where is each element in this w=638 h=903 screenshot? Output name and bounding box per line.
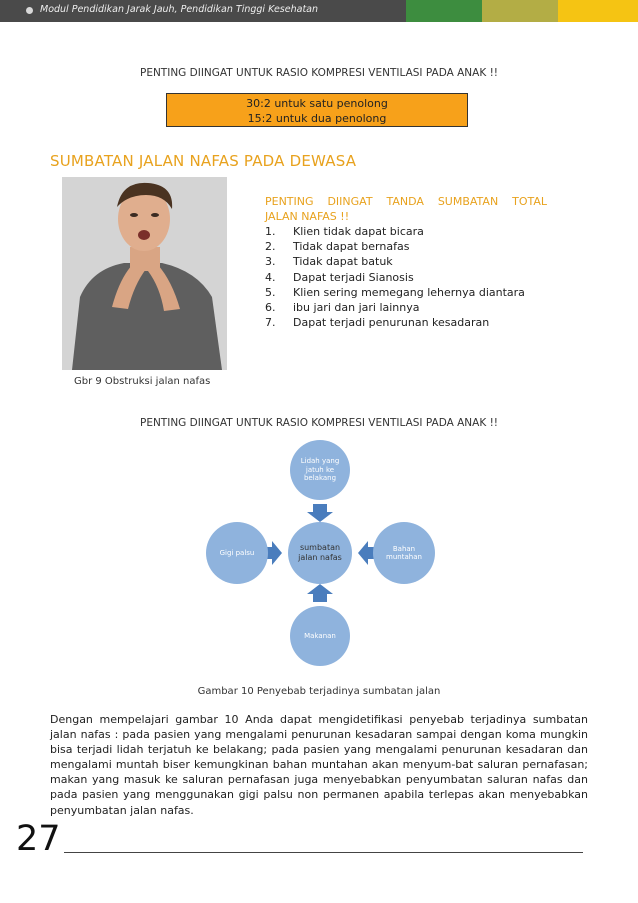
list-item — [265, 224, 565, 239]
page-header — [0, 0, 638, 22]
choking-man-illustration — [62, 177, 227, 370]
list-text: ibu jari dan jari lainnya — [293, 301, 420, 315]
list-text: Tidak dapat bernafas — [293, 240, 410, 254]
list-item — [265, 254, 565, 269]
list-text: Tidak dapat batuk — [293, 255, 393, 269]
bullet-icon — [26, 7, 33, 14]
arrow-down-icon — [307, 504, 333, 522]
list-item — [265, 239, 565, 254]
ratio-box — [166, 93, 468, 127]
node-right: Bahan muntahan — [373, 522, 435, 584]
header-band-olive — [482, 0, 558, 22]
header-band-green — [406, 0, 482, 22]
list-number: 7. — [265, 316, 276, 330]
note-top: PENTING DIINGAT UNTUK RASIO KOMPRESI VENTILASI PADA ANAK !! — [139, 67, 498, 79]
list-number: 3. — [265, 255, 276, 269]
list-text: Klien sering memegang lehernya diantara — [293, 285, 525, 299]
warning-list — [265, 224, 565, 330]
list-text: Klien tidak dapat bicara — [293, 225, 424, 238]
body-paragraph: Dengan mempelajari gambar 10 Anda dapat mengidetifikasi penyebab terjadinya sumbatan jalan nafas : pada pasien yang mengalami penurunan kesadaran sampai dengan koma mungkin bisa terjadi lidah terjatuh ke belakang; pada pasien yang mengalami penurunan kesadaran dan mengalami muntah biser kemungkinan bahan muntahan akan menyum-bat saluran pernafasan; makan yang masuk ke saluran pernafasan juga menyebabkan penyumbatan saluran nafas dan pada pasien yang menggunakan gigi palsu non permanen apabila terlepas akan menyebabkan penyumbatan jalan nafas. — [50, 713, 588, 817]
node-bottom: Makanan — [290, 606, 350, 666]
ratio-line-1: 30:2 untuk satu penolong — [246, 97, 388, 110]
warning-heading-line-1: PENTING DIINGAT TANDA SUMBATAN TOTAL — [265, 195, 547, 208]
header-title: Modul Pendidikan Jarak Jauh, Pendidikan Tinggi Kesehatan — [40, 4, 319, 15]
warning-heading — [265, 194, 547, 224]
list-text: Dapat terjadi Sianosis — [293, 270, 414, 284]
list-item — [265, 315, 565, 330]
arrow-up-icon — [307, 584, 333, 602]
header-band-yellow — [558, 0, 638, 22]
list-item — [265, 285, 565, 300]
footer-rule — [64, 852, 583, 853]
list-item — [265, 300, 565, 315]
note-middle: PENTING DIINGAT UNTUK RASIO KOMPRESI VENTILASI PADA ANAK !! — [139, 417, 498, 429]
section-title: SUMBATAN JALAN NAFAS PADA DEWASA — [50, 152, 357, 170]
node-left: Gigi palsu — [206, 522, 268, 584]
node-center: sumbatan jalan nafas — [288, 522, 352, 584]
photo-caption: Gbr 9 Obstruksi jalan nafas — [74, 376, 211, 387]
list-number: 6. — [265, 301, 276, 315]
airway-obstruction-diagram — [200, 436, 440, 670]
list-item — [265, 270, 565, 285]
page-number: 27 — [16, 819, 61, 859]
list-number: 5. — [265, 285, 276, 299]
warning-heading-line-2: JALAN NAFAS !! — [265, 210, 350, 223]
diagram-caption: Gambar 10 Penyebab terjadinya sumbatan jalan — [197, 686, 441, 697]
list-text: Dapat terjadi penurunan kesadaran — [293, 316, 490, 330]
choking-man-photo — [62, 177, 227, 370]
list-number: 1. — [265, 225, 276, 238]
ratio-line-2: 15:2 untuk dua penolong — [247, 112, 387, 125]
list-number: 4. — [265, 270, 276, 284]
list-number: 2. — [265, 240, 276, 254]
node-top: Lidah yang jatuh ke belakang — [290, 440, 350, 500]
